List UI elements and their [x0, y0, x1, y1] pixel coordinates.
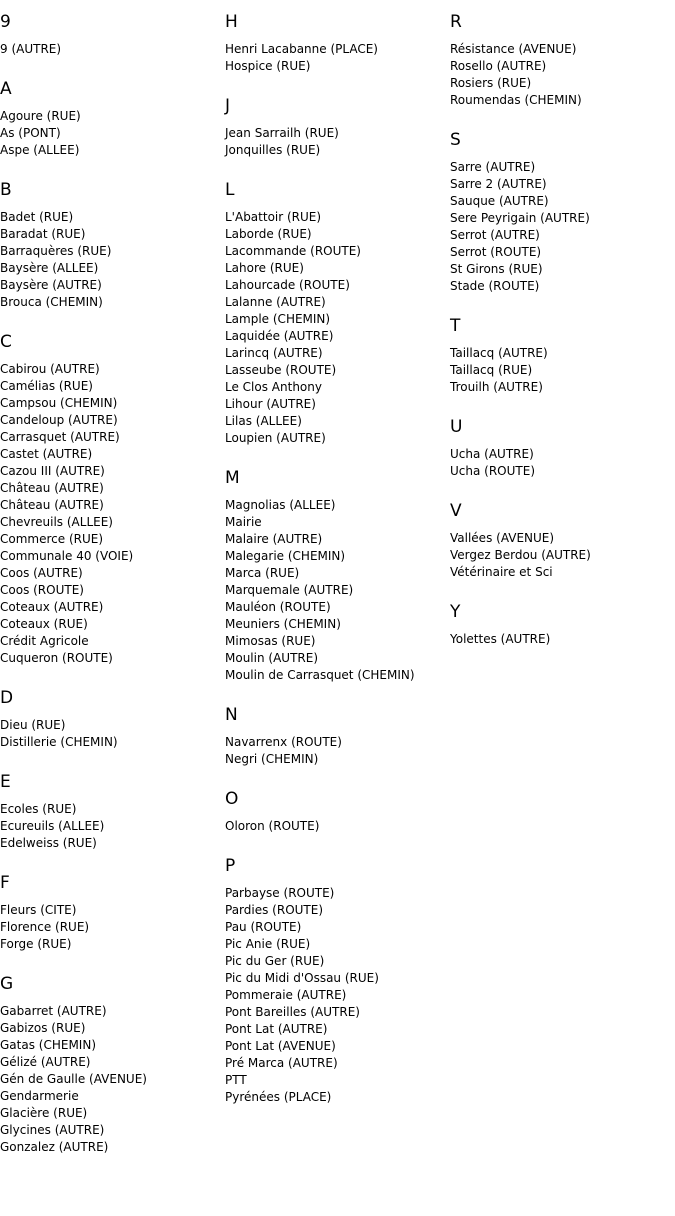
street-list	[0, 41, 225, 58]
street-list	[450, 446, 675, 480]
street-item[interactable]: Trouilh (AUTRE)	[450, 380, 543, 394]
street-item[interactable]: PTT	[225, 1073, 247, 1087]
letter-heading: H	[225, 12, 238, 32]
street-item[interactable]: Pont Lat (AUTRE)	[225, 1022, 328, 1036]
letter-heading: O	[225, 789, 239, 809]
street-item[interactable]: Gén de Gaulle (AVENUE)	[0, 1072, 147, 1086]
street-item[interactable]: Ucha (AUTRE)	[450, 447, 534, 461]
street-item[interactable]: St Girons (RUE)	[450, 262, 543, 276]
street-item[interactable]: Gabizos (RUE)	[0, 1021, 86, 1035]
letter-group	[0, 872, 225, 953]
street-item[interactable]: Lacommande (ROUTE)	[225, 244, 361, 258]
street-item[interactable]: Malegarie (CHEMIN)	[225, 549, 346, 563]
street-item[interactable]: Baysère (AUTRE)	[0, 278, 102, 292]
street-item[interactable]: Taillacq (AUTRE)	[450, 346, 548, 360]
street-item[interactable]: Pardies (ROUTE)	[225, 903, 324, 917]
street-list	[0, 209, 225, 311]
street-list	[450, 41, 675, 109]
street-item[interactable]: Crédit Agricole	[0, 634, 89, 648]
letter-group	[450, 601, 675, 648]
street-list	[225, 818, 450, 835]
letter-group	[225, 855, 450, 1106]
street-item[interactable]: Henri Lacabanne (PLACE)	[225, 42, 378, 56]
letter-heading: G	[0, 974, 14, 994]
street-item[interactable]: Pommeraie (AUTRE)	[225, 988, 347, 1002]
letter-heading: C	[0, 332, 12, 352]
letter-heading: R	[450, 12, 462, 32]
street-item[interactable]: Sauque (AUTRE)	[450, 194, 549, 208]
street-item[interactable]: Hospice (RUE)	[225, 59, 311, 73]
street-item[interactable]: Cabirou (AUTRE)	[0, 362, 100, 376]
street-item[interactable]: Loupien (AUTRE)	[225, 431, 326, 445]
street-item[interactable]: Distillerie (CHEMIN)	[0, 735, 118, 749]
street-item[interactable]: Marquemale (AUTRE)	[225, 583, 354, 597]
street-item[interactable]: Communale 40 (VOIE)	[0, 549, 134, 563]
street-item[interactable]: Pont Bareilles (AUTRE)	[225, 1005, 360, 1019]
street-item[interactable]: Lample (CHEMIN)	[225, 312, 331, 326]
street-item[interactable]: Brouca (CHEMIN)	[0, 295, 103, 309]
letter-heading: N	[225, 705, 238, 725]
street-item[interactable]: Mauléon (ROUTE)	[225, 600, 331, 614]
letter-group	[450, 416, 675, 480]
street-list	[450, 345, 675, 396]
letter-group	[225, 11, 450, 75]
street-item[interactable]: Rosiers (RUE)	[450, 76, 532, 90]
street-list	[225, 497, 450, 684]
street-item[interactable]: Laquidée (AUTRE)	[225, 329, 334, 343]
letter-heading: J	[225, 96, 231, 116]
street-item[interactable]: Jonquilles (RUE)	[225, 143, 321, 157]
street-item[interactable]: Coteaux (AUTRE)	[0, 600, 104, 614]
street-item[interactable]: Badet (RUE)	[0, 210, 74, 224]
street-item[interactable]: Carrasquet (AUTRE)	[0, 430, 120, 444]
letter-heading: L	[225, 180, 235, 200]
street-item[interactable]: L'Abattoir (RUE)	[225, 210, 322, 224]
street-item[interactable]: Gélizé (AUTRE)	[0, 1055, 91, 1069]
street-item[interactable]: Forge (RUE)	[0, 937, 72, 951]
letter-heading: P	[225, 856, 236, 876]
street-item[interactable]: Baysère (ALLEE)	[0, 261, 99, 275]
street-index-column-1	[0, 0, 225, 1176]
street-list	[225, 885, 450, 1106]
letter-group	[0, 771, 225, 852]
street-item[interactable]: Chevreuils (ALLEE)	[0, 515, 113, 529]
letter-heading: Y	[450, 602, 461, 622]
street-item[interactable]: Ecoles (RUE)	[0, 802, 77, 816]
street-item[interactable]: As (PONT)	[0, 126, 61, 140]
street-item[interactable]: Commerce (RUE)	[0, 532, 104, 546]
street-item[interactable]: Gendarmerie	[0, 1089, 79, 1103]
letter-heading: F	[0, 873, 10, 893]
street-item[interactable]: Roumendas (CHEMIN)	[450, 93, 582, 107]
street-item[interactable]: Lasseube (ROUTE)	[225, 363, 337, 377]
street-item[interactable]: Le Clos Anthony	[225, 380, 322, 394]
street-item[interactable]: Ucha (ROUTE)	[450, 464, 535, 478]
letter-group	[0, 331, 225, 667]
street-list	[225, 125, 450, 159]
street-list	[450, 159, 675, 295]
letter-heading: E	[0, 772, 11, 792]
street-item[interactable]: Château (AUTRE)	[0, 481, 104, 495]
street-item[interactable]: Pont Lat (AVENUE)	[225, 1039, 336, 1053]
street-item[interactable]: Oloron (ROUTE)	[225, 819, 320, 833]
letter-heading: M	[225, 468, 240, 488]
street-list	[225, 41, 450, 75]
street-item[interactable]: Agoure (RUE)	[0, 109, 81, 123]
letter-heading: 9	[0, 12, 11, 32]
street-item[interactable]: Larincq (AUTRE)	[225, 346, 323, 360]
street-item[interactable]: 9 (AUTRE)	[0, 42, 62, 56]
letter-heading: D	[0, 688, 14, 708]
street-list	[225, 734, 450, 768]
street-list	[0, 801, 225, 852]
street-item[interactable]: Résistance (AVENUE)	[450, 42, 577, 56]
street-item[interactable]: Coos (AUTRE)	[0, 566, 83, 580]
street-item[interactable]: Gabarret (AUTRE)	[0, 1004, 107, 1018]
street-list	[0, 1003, 225, 1156]
street-list	[0, 361, 225, 667]
street-item[interactable]: Gonzalez (AUTRE)	[0, 1140, 109, 1154]
street-item[interactable]: Pic du Ger (RUE)	[225, 954, 325, 968]
street-item[interactable]: Malaire (AUTRE)	[225, 532, 323, 546]
street-item[interactable]: Cazou III (AUTRE)	[0, 464, 105, 478]
street-index-column-2	[225, 0, 450, 1126]
street-item[interactable]: Coos (ROUTE)	[0, 583, 84, 597]
street-item[interactable]: Stade (ROUTE)	[450, 279, 540, 293]
letter-group	[0, 11, 225, 58]
letter-group	[0, 179, 225, 311]
street-item[interactable]: Lahourcade (ROUTE)	[225, 278, 350, 292]
street-item[interactable]: Candeloup (AUTRE)	[0, 413, 118, 427]
letter-group	[450, 11, 675, 109]
street-item[interactable]: Moulin de Carrasquet (CHEMIN)	[225, 668, 415, 682]
letter-group	[225, 704, 450, 768]
street-item[interactable]: Serrot (ROUTE)	[450, 245, 542, 259]
street-item[interactable]: Rosello (AUTRE)	[450, 59, 547, 73]
street-item[interactable]: Barraquères (RUE)	[0, 244, 112, 258]
street-item[interactable]: Vergez Berdou (AUTRE)	[450, 548, 591, 562]
street-item[interactable]: Sere Peyrigain (AUTRE)	[450, 211, 590, 225]
street-item[interactable]: Pau (ROUTE)	[225, 920, 302, 934]
street-item[interactable]: Gatas (CHEMIN)	[0, 1038, 96, 1052]
street-item[interactable]: Marca (RUE)	[225, 566, 300, 580]
street-item[interactable]: Camélias (RUE)	[0, 379, 93, 393]
street-item[interactable]: Mimosas (RUE)	[225, 634, 316, 648]
letter-group	[0, 78, 225, 159]
street-item[interactable]: Glycines (AUTRE)	[0, 1123, 105, 1137]
letter-group	[0, 687, 225, 751]
street-item[interactable]: Mairie	[225, 515, 262, 529]
street-list	[0, 108, 225, 159]
street-item[interactable]: Fleurs (CITE)	[0, 903, 77, 917]
street-item[interactable]: Negri (CHEMIN)	[225, 752, 319, 766]
letter-heading: B	[0, 180, 12, 200]
street-item[interactable]: Cuqueron (ROUTE)	[0, 651, 113, 665]
street-list	[225, 209, 450, 447]
street-item[interactable]: Jean Sarrailh (RUE)	[225, 126, 339, 140]
letter-heading: V	[450, 501, 462, 521]
letter-group	[0, 973, 225, 1156]
letter-group	[450, 315, 675, 396]
street-item[interactable]: Parbayse (ROUTE)	[225, 886, 335, 900]
letter-heading: A	[0, 79, 12, 99]
letter-group	[450, 500, 675, 581]
street-item[interactable]: Castet (AUTRE)	[0, 447, 93, 461]
street-item[interactable]: Taillacq (RUE)	[450, 363, 533, 377]
street-list	[450, 530, 675, 581]
letter-group	[225, 179, 450, 447]
street-item[interactable]: Yolettes (AUTRE)	[450, 632, 551, 646]
street-item[interactable]: Sarre 2 (AUTRE)	[450, 177, 547, 191]
street-item[interactable]: Coteaux (RUE)	[0, 617, 88, 631]
street-item[interactable]: Campsou (CHEMIN)	[0, 396, 118, 410]
street-list	[0, 717, 225, 751]
street-item[interactable]: Magnolias (ALLEE)	[225, 498, 336, 512]
street-item[interactable]: Vallées (AVENUE)	[450, 531, 555, 545]
street-item[interactable]: Pic Anie (RUE)	[225, 937, 311, 951]
street-item[interactable]: Lahore (RUE)	[225, 261, 304, 275]
street-item[interactable]: Serrot (AUTRE)	[450, 228, 540, 242]
street-list	[0, 902, 225, 953]
letter-group	[225, 95, 450, 159]
street-item[interactable]: Meuniers (CHEMIN)	[225, 617, 341, 631]
street-item[interactable]: Pré Marca (AUTRE)	[225, 1056, 338, 1070]
street-item[interactable]: Navarrenx (ROUTE)	[225, 735, 342, 749]
street-item[interactable]: Pyrénées (PLACE)	[225, 1090, 332, 1104]
street-item[interactable]: Baradat (RUE)	[0, 227, 86, 241]
street-item[interactable]: Glacière (RUE)	[0, 1106, 88, 1120]
letter-group	[225, 788, 450, 835]
street-item[interactable]: Lalanne (AUTRE)	[225, 295, 326, 309]
letter-heading: T	[450, 316, 461, 336]
street-item[interactable]: Ecureuils (ALLEE)	[0, 819, 105, 833]
street-item[interactable]: Laborde (RUE)	[225, 227, 312, 241]
street-item[interactable]: Florence (RUE)	[0, 920, 90, 934]
letter-heading: U	[450, 417, 463, 437]
street-item[interactable]: Edelweiss (RUE)	[0, 836, 97, 850]
street-item[interactable]: Sarre (AUTRE)	[450, 160, 536, 174]
street-item[interactable]: Moulin (AUTRE)	[225, 651, 318, 665]
letter-group	[450, 129, 675, 295]
street-item[interactable]: Dieu (RUE)	[0, 718, 66, 732]
street-item[interactable]: Vétérinaire et Sci	[450, 565, 553, 579]
street-item[interactable]: Pic du Midi d'Ossau (RUE)	[225, 971, 379, 985]
street-item[interactable]: Lihour (AUTRE)	[225, 397, 316, 411]
street-list	[450, 631, 675, 648]
letter-group	[225, 467, 450, 684]
street-item[interactable]: Aspe (ALLEE)	[0, 143, 80, 157]
letter-heading: S	[450, 130, 461, 150]
street-index-column-3	[450, 0, 675, 668]
street-item[interactable]: Lilas (ALLEE)	[225, 414, 302, 428]
street-item[interactable]: Château (AUTRE)	[0, 498, 104, 512]
